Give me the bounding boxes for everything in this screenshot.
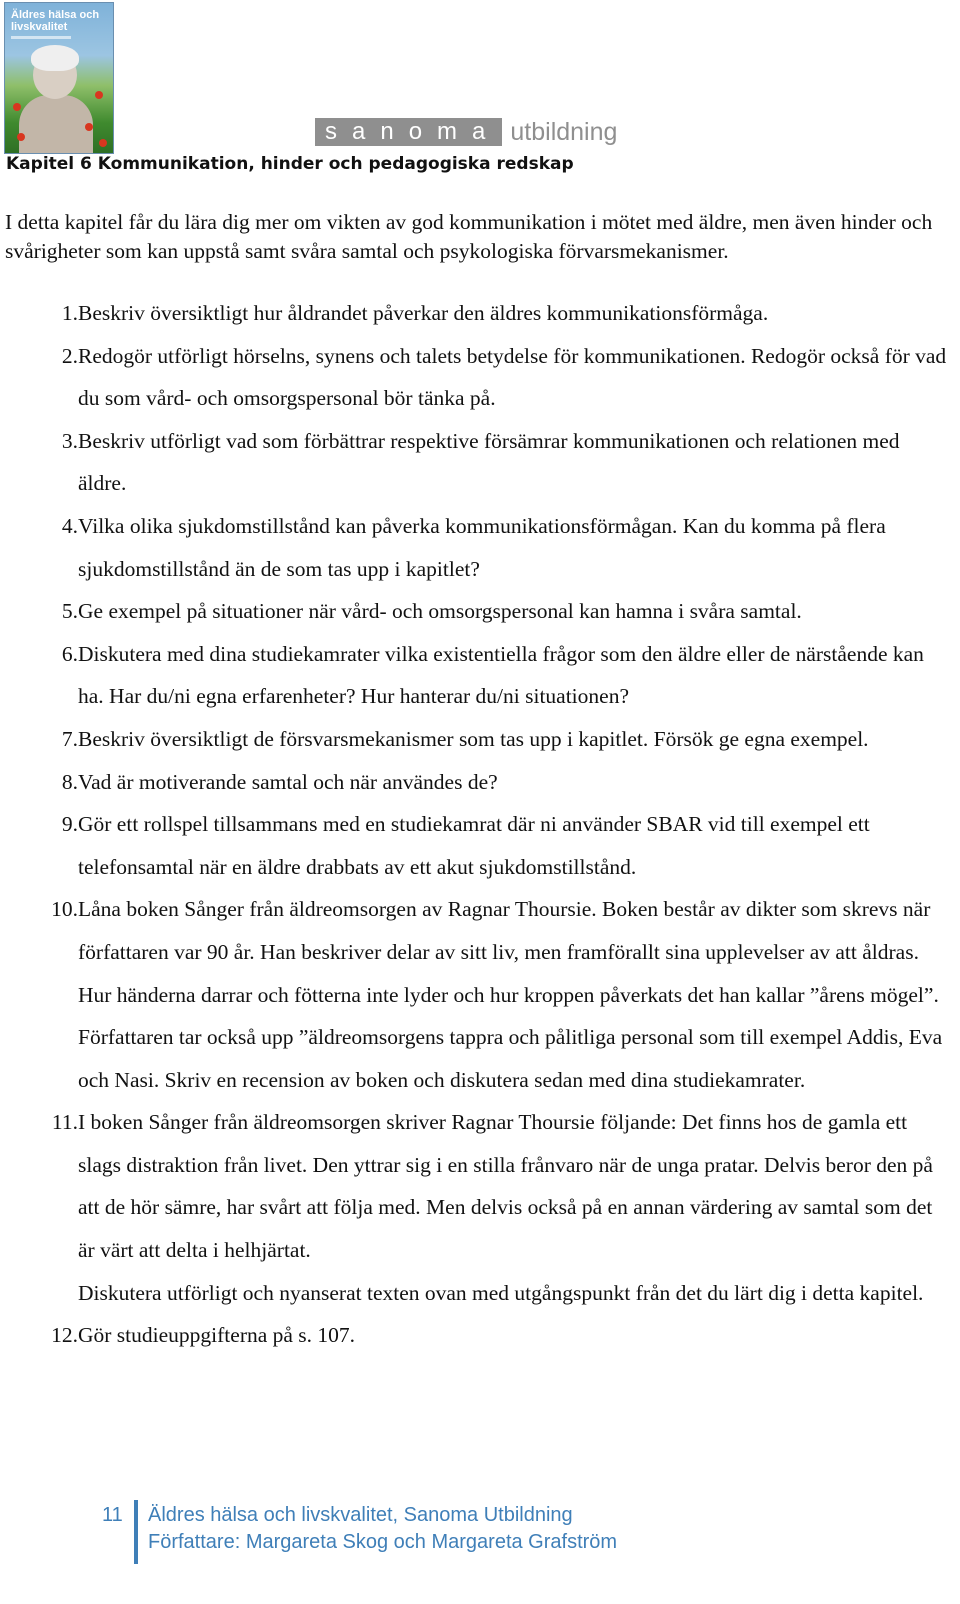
question-number: 9. [61, 812, 78, 837]
question-item [0, 1101, 950, 1314]
cover-figure-body [19, 95, 93, 154]
question-number: 7. [61, 726, 78, 751]
question-text: Redogör utförligt hörselns, synens och talets betydelse för kommunikationen. Redogör också för vad du som vård- och omsorgspersonal bör tänka på. [78, 343, 947, 411]
logo-sub: utbildning [510, 118, 618, 146]
cover-flower [85, 123, 93, 131]
page-number: 11 [102, 1504, 123, 1526]
cover-flower [99, 139, 107, 147]
intro-paragraph: I detta kapitel får du lära dig mer om vikten av god kommunikation i mötet med äldre, men även hinder och svårigheter som kan uppstå samt svåra samtal och psykologiska förvarsmekanismer. [5, 210, 933, 263]
cover-figure-hair [31, 45, 79, 71]
chapter-title: Kapitel 6 Kommunikation, hinder och pedagogiska redskap [6, 154, 574, 174]
question-number: 8. [61, 769, 78, 794]
question-text: I boken Sånger från äldreomsorgen skriver Ragnar Thoursie följande: Det finns hos de gamla ett slags distraktion från livet. Den yttrar sig i en stilla frånvaro när de unga pratar. Delvis beror den på att de hör sämre, har svårt att följa med. Men delvis också på en annan värdering av samtal som det är värt att delta i helhjärtat. [78, 1110, 933, 1263]
publisher-logo [315, 118, 617, 146]
question-number: 1. [61, 301, 78, 325]
question-item [0, 292, 950, 335]
page-footer [88, 1500, 688, 1564]
question-text: Låna boken Sånger från äldreomsorgen av Ragnar Thoursie. Boken består av dikter som skrevs när författaren var 90 år. Han beskriver delar av sitt liv, men framförallt sina upplevelser av att åldras. Hur händerna darrar och fötterna inte lyder och hur kroppen påverkats det han kallar ”årens mögel”. Författaren tar också upp ”äldreomsorgens tappra och pålitliga personal som till exempel Addis, Eva och Nasi. Skriv en recension av boken och diskutera sedan med dina studiekamrater. [78, 897, 943, 1092]
question-text: Gör ett rollspel tillsammans med en studiekamrat där ni använder SBAR vid till exempel ett telefonsamtal när en äldre drabbats av ett akut sjukdomstillstånd. [78, 812, 870, 879]
question-item [0, 335, 950, 420]
question-text: Vad är motiverande samtal och när användes de? [78, 769, 498, 794]
question-text: Ge exempel på situationer när vård- och omsorgspersonal kan hamna i svåra samtal. [78, 599, 802, 624]
footer-divider [134, 1500, 138, 1564]
footer-book-title: Äldres hälsa och livskvalitet, Sanoma Utbildning [148, 1504, 573, 1526]
question-text: Beskriv utförligt vad som förbättrar respektive försämrar kommunikationen och relationen med äldre. [78, 428, 900, 496]
cover-flower [95, 91, 103, 99]
question-number: 2. [61, 343, 78, 368]
question-text: Gör studieuppgifterna på s. 107. [78, 1323, 356, 1348]
question-item [0, 633, 950, 718]
book-cover-image [4, 2, 114, 154]
question-number: 4. [61, 513, 78, 538]
question-number: 6. [61, 641, 78, 666]
question-item [0, 888, 950, 1101]
question-number: 3. [61, 428, 78, 453]
question-item [0, 761, 950, 804]
question-followup-text: Diskutera utförligt och nyanserat texten ovan med utgångspunkt från det du lärt dig i detta kapitel. [78, 1280, 924, 1305]
question-item [0, 1314, 950, 1357]
question-text: Beskriv översiktligt hur åldrandet påverkar den äldres kommunikationsförmåga. [78, 301, 769, 325]
question-list [0, 292, 950, 1357]
question-item [0, 420, 950, 505]
question-text: Beskriv översiktligt de försvarsmekanismer som tas upp i kapitlet. Försök ge egna exempel. [78, 726, 869, 751]
logo-brand: sanoma [315, 118, 502, 146]
question-number: 11. [51, 1110, 78, 1135]
cover-title: Äldres hälsa och livskvalitet [11, 9, 100, 33]
cover-authors-line [11, 36, 71, 39]
footer-authors: Författare: Margareta Skog och Margareta Grafström [148, 1531, 618, 1553]
question-item [0, 803, 950, 888]
cover-flower [13, 103, 21, 111]
question-item [0, 590, 950, 633]
question-item [0, 718, 950, 761]
question-text: Vilka olika sjukdomstillstånd kan påverka kommunikationsförmågan. Kan du komma på flera sjukdomstillstånd än de som tas upp i kapitlet? [78, 513, 886, 581]
question-number: 5. [61, 599, 78, 624]
question-item [0, 505, 950, 590]
cover-flower [17, 133, 25, 141]
question-number: 10. [51, 897, 78, 922]
question-text: Diskutera med dina studiekamrater vilka existentiella frågor som den äldre eller de närstående kan ha. Har du/ni egna erfarenheter? Hur hanterar du/ni situationen? [78, 641, 924, 709]
question-number: 12. [51, 1323, 78, 1348]
